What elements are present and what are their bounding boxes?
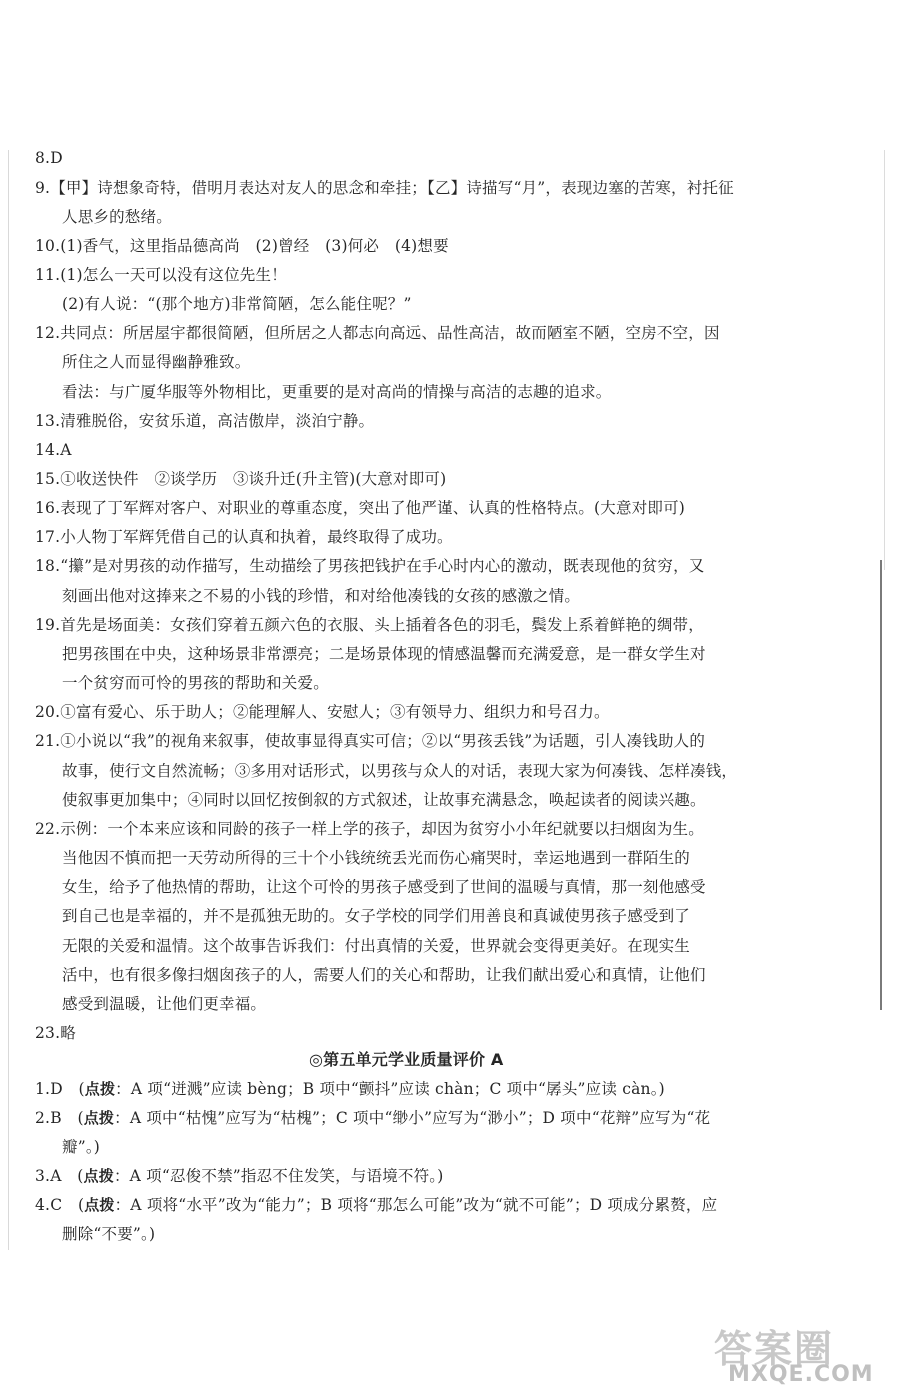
answer-line: 把男孩围在中央，这种场景非常漂亮；二是场景体现的情感温馨而充满爱意，是一群女学生对 [62, 645, 706, 663]
answer-line [35, 1195, 717, 1215]
answer-line: 8.D [35, 149, 63, 167]
answer-line: 使叙事更加集中；④同时以回忆按倒叙的方式叙述，让故事充满悬念，唤起读者的阅读兴趣。 [62, 791, 706, 809]
scan-edge-right-light [884, 150, 885, 570]
answer-lead: 1.D ( [35, 1080, 85, 1098]
answer-line: 9.【甲】诗想象奇特，借明月表达对友人的思念和牵挂；【乙】诗描写“月”，表现边塞的苦寒，衬托征 [35, 179, 734, 197]
answer-line: 一个贫穷而可怜的男孩的帮助和关爱。 [62, 674, 329, 692]
scan-edge-left [8, 150, 9, 1250]
answer-line: 15.①收送快件 ②谈学历 ③谈升迁(升主管)(大意对即可) [35, 470, 447, 488]
answer-line: 11.(1)怎么一天可以没有这位先生！ [35, 266, 287, 284]
answer-line: 故事，使行文自然流畅；③多用对话形式，以男孩与众人的对话，表现大家为何凑钱、怎样凑钱， [62, 762, 738, 780]
answer-line: 看法：与广厦华服等外物相比，更重要的是对高尚的情操与高洁的志趣的追求。 [62, 383, 612, 401]
answer-line [35, 1166, 444, 1186]
hint-label: 点拨 [84, 1196, 115, 1214]
answer-rest: ：A 项“忍俊不禁”指忍不住发笑，与语境不符。) [113, 1167, 444, 1185]
answer-rest: ：A 项中“枯愧”应写为“枯槐”；C 项中“缈小”应写为“渺小”；D 项中“花辩”应写为“花 [114, 1109, 711, 1127]
answer-line: 21.①小说以“我”的视角来叙事，使故事显得真实可信；②以“男孩丢钱”为话题，引人凑钱助人的 [35, 732, 706, 750]
answer-line: 18.“攥”是对男孩的动作描写，生动描绘了男孩把钱护在手心时内心的激动，既表现他的贫穷，又 [35, 557, 705, 575]
answer-line: 瓣”。) [62, 1138, 101, 1156]
hint-label: 点拨 [83, 1167, 114, 1185]
answer-line: 10.(1)香气，这里指品德高尚 (2)曾经 (3)何必 (4)想要 [35, 237, 449, 255]
answer-line: 女生，给予了他热情的帮助，让这个可怜的男孩子感受到了世间的温暖与真情，那一刻他感受 [62, 878, 706, 896]
answer-line [35, 1108, 710, 1128]
answer-rest: ：A 项将“水平”改为“能力”；B 项将“那怎么可能”改为“就不可能”；D 项成分累赘，应 [114, 1196, 718, 1214]
watermark-logo [708, 1318, 900, 1390]
answer-line: 23.略 [35, 1024, 76, 1042]
section-title: ◎第五单元学业质量评价 A [309, 1050, 504, 1069]
answer-line: 22.示例：一个本来应该和同龄的孩子一样上学的孩子，却因为贫穷小小年纪就要以扫烟囱为生。 [35, 820, 704, 838]
answer-line: 13.清雅脱俗，安贫乐道，高洁傲岸，淡泊宁静。 [35, 412, 375, 430]
answer-line: 12.共同点：所居屋宇都很简陋，但所居之人都志向高远、品性高洁，故而陋室不陋，空房不空，因 [35, 324, 720, 342]
answer-line: 人思乡的愁绪。 [62, 208, 172, 226]
answer-line: 无限的关爱和温情。这个故事告诉我们：付出真情的关爱，世界就会变得更美好。在现实生 [62, 937, 691, 955]
answer-lead: 2.B ( [35, 1109, 84, 1127]
answer-line: 14.A [35, 441, 72, 459]
answer-line: 19.首先是场面美：女孩们穿着五颜六色的衣服、头上插着各色的羽毛，鬓发上系着鲜艳的绸带， [35, 616, 704, 634]
watermark-url: MXQE.COM [728, 1362, 874, 1387]
scan-edge-right [880, 560, 882, 1010]
hint-label: 点拨 [84, 1080, 116, 1098]
answer-line: 到自己也是幸福的，并不是孤独无助的。女子学校的同学们用善良和真诚使男孩子感受到了 [62, 907, 691, 925]
answer-lead: 3.A ( [35, 1167, 84, 1185]
answer-line [35, 1079, 665, 1099]
answer-rest: ：A 项“迸溅”应读 bèng；B 项中“颤抖”应读 chàn；C 项中“孱头”应读 càn。) [115, 1080, 665, 1098]
hint-label: 点拨 [83, 1109, 115, 1127]
answer-line: 当他因不慎而把一天劳动所得的三十个小钱统统丢光而伤心痛哭时，幸运地遇到一群陌生的 [62, 849, 691, 867]
answer-line: 删除“不要”。) [62, 1225, 156, 1243]
answer-line: (2)有人说：“(那个地方)非常简陋，怎么能住呢？” [62, 295, 412, 313]
answer-line: 所住之人而显得幽静雅致。 [62, 353, 251, 371]
answer-line: 20.①富有爱心、乐于助人；②能理解人、安慰人；③有领导力、组织力和号召力。 [35, 703, 610, 721]
watermark-text: 答案圈 [714, 1327, 835, 1371]
answer-line: 刻画出他对这捧来之不易的小钱的珍惜，和对给他凑钱的女孩的感激之情。 [62, 587, 581, 605]
answer-line: 感受到温暖，让他们更幸福。 [62, 995, 267, 1013]
answer-line: 活中，也有很多像扫烟囱孩子的人，需要人们的关心和帮助，让我们献出爱心和真情，让他们 [62, 966, 706, 984]
answer-line: 17.小人物丁军辉凭借自己的认真和执着，最终取得了成功。 [35, 528, 453, 546]
answer-lead: 4.C ( [35, 1196, 85, 1214]
answer-line: 16.表现了丁军辉对客户、对职业的尊重态度，突出了他严谨、认真的性格特点。(大意对即可) [35, 499, 686, 517]
